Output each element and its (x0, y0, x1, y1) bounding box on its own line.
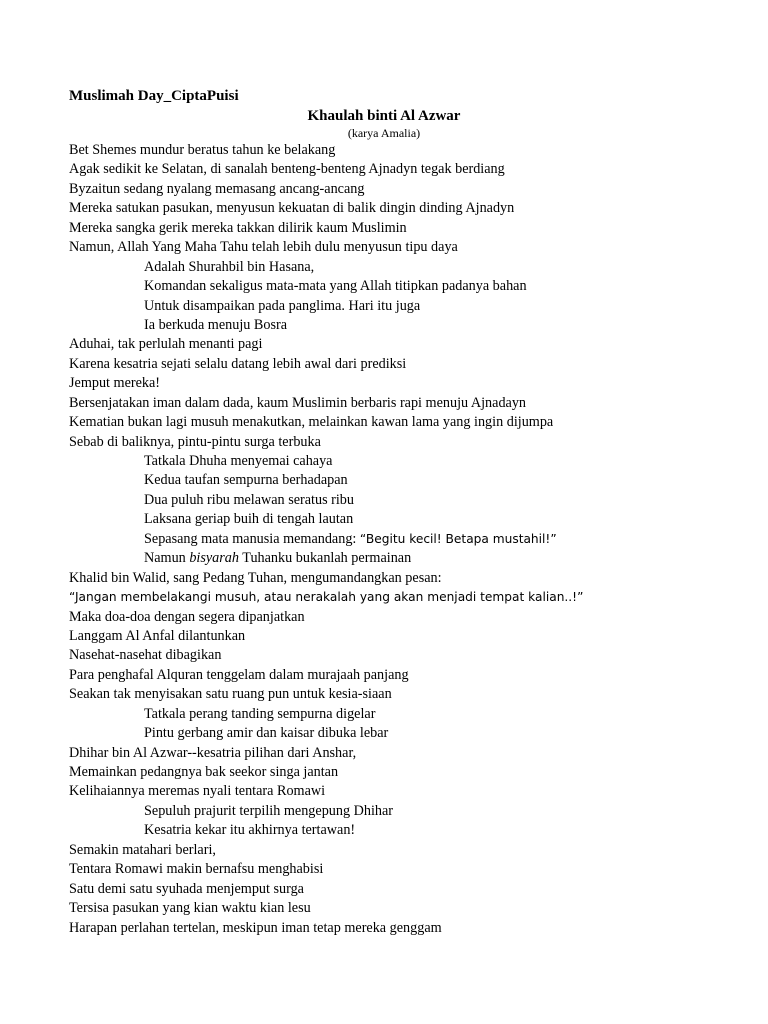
poem-line: Sebab di baliknya, pintu-pintu surga terbuka (69, 433, 321, 450)
poem-line: Mereka satukan pasukan, menyusun kekuatan di balik dingin dinding Ajnadyn (69, 200, 515, 217)
poem-line: Karena kesatria sejati selalu datang lebih awal dari prediksi (69, 355, 407, 372)
poem-line: Bet Shemes mundur beratus tahun ke belakang (69, 142, 336, 158)
poem-line-text: Sepasang mata manusia memandang: (144, 530, 360, 547)
poem-line-indented: Dua puluh ribu melawan seratus ribu (144, 491, 354, 508)
poem-author: (karya Amalia) (347, 126, 421, 140)
poem-line: Mereka sangka gerik mereka takkan dilirik kaum Muslimin (69, 219, 407, 236)
poem-line: Kematian bukan lagi musuh menakutkan, melainkan kawan lama yang ingin dijumpa (69, 414, 554, 431)
quoted-exclamation: “Begitu kecil! Betapa mustahil!” (359, 531, 557, 546)
poem-line-indented (69, 549, 749, 568)
document-heading: Muslimah Day_CiptaPuisi (69, 88, 239, 104)
poem-line: Agak sedikit ke Selatan, di sanalah benteng-benteng Ajnadyn tegak berdiang (69, 161, 505, 178)
poem-line-indented: Kesatria kekar itu akhirnya tertawan! (144, 822, 356, 839)
poem-line-indented: Kedua taufan sempurna berhadapan (144, 472, 348, 489)
poem-line: Harapan perlahan tertelan, meskipun iman tetap mereka genggam (69, 919, 442, 936)
poem-line: Langgam Al Anfal dilantunkan (69, 627, 246, 644)
poem-line: Tersisa pasukan yang kian waktu kian lesu (69, 900, 311, 917)
poem-line: Dhihar bin Al Azwar--kesatria pilihan dari Anshar, (69, 744, 357, 761)
poem-line: Jemput mereka! (69, 375, 160, 392)
poem-title: Khaulah binti Al Azwar (307, 108, 461, 124)
poem-line-indented: Tatkala perang tanding sempurna digelar (144, 705, 376, 722)
poem-line-text: Tuhanku bukanlah permainan (238, 550, 412, 567)
poem-line: Byzaitun sedang nyalang memasang ancang-ancang (69, 180, 365, 197)
poem-line: Nasehat-nasehat dibagikan (69, 647, 222, 664)
poem-line: Memainkan pedangnya bak seekor singa jantan (69, 764, 339, 780)
poem-body (69, 141, 749, 938)
poem-line-indented: Tatkala Dhuha menyemai cahaya (144, 453, 333, 469)
poem-line: Tentara Romawi makin bernafsu menghabisi (69, 861, 324, 878)
poem-line: Semakin matahari berlari, (69, 841, 216, 858)
italic-term: bisyarah (189, 550, 239, 567)
poem-line: Aduhai, tak perlulah menanti pagi (69, 336, 263, 353)
poem-line: Seakan tak menyisakan satu ruang pun untuk kesia-siaan (69, 686, 392, 703)
poem-line: Kelihaiannya meremas nyali tentara Romawi (69, 783, 326, 800)
poem-line: Khalid bin Walid, sang Pedang Tuhan, mengumandangkan pesan: (69, 569, 442, 586)
poem-line-indented: Sepuluh prajurit terpilih mengepung Dhihar (144, 802, 394, 819)
poem-line: Satu demi satu syuhada menjemput surga (69, 880, 304, 897)
poem-line-text: Namun (144, 550, 190, 567)
poem-line-indented: Untuk disampaikan pada panglima. Hari itu juga (144, 297, 421, 314)
poem-line-indented: Pintu gerbang amir dan kaisar dibuka lebar (144, 725, 389, 742)
poem-line: Bersenjatakan iman dalam dada, kaum Muslimin berbaris rapi menuju Ajnadayn (69, 394, 527, 411)
poem-line: Namun, Allah Yang Maha Tahu telah lebih dulu menyusun tipu daya (69, 239, 458, 256)
poem-line-indented: Komandan sekaligus mata-mata yang Allah titipkan padanya bahan (144, 278, 527, 295)
poem-line-indented: Laksana geriap buih di tengah lautan (144, 511, 354, 528)
poem-line-indented (69, 530, 749, 549)
poem-line: Para penghafal Alquran tenggelam dalam murajaah panjang (69, 666, 409, 683)
quoted-message: “Jangan membelakangi musuh, atau nerakalah yang akan menjadi tempat kalian..!” (69, 590, 584, 605)
poem-line-indented: Adalah Shurahbil bin Hasana, (144, 258, 315, 275)
poem-line: Maka doa-doa dengan segera dipanjatkan (69, 608, 305, 625)
poem-line-indented: Ia berkuda menuju Bosra (144, 316, 288, 333)
